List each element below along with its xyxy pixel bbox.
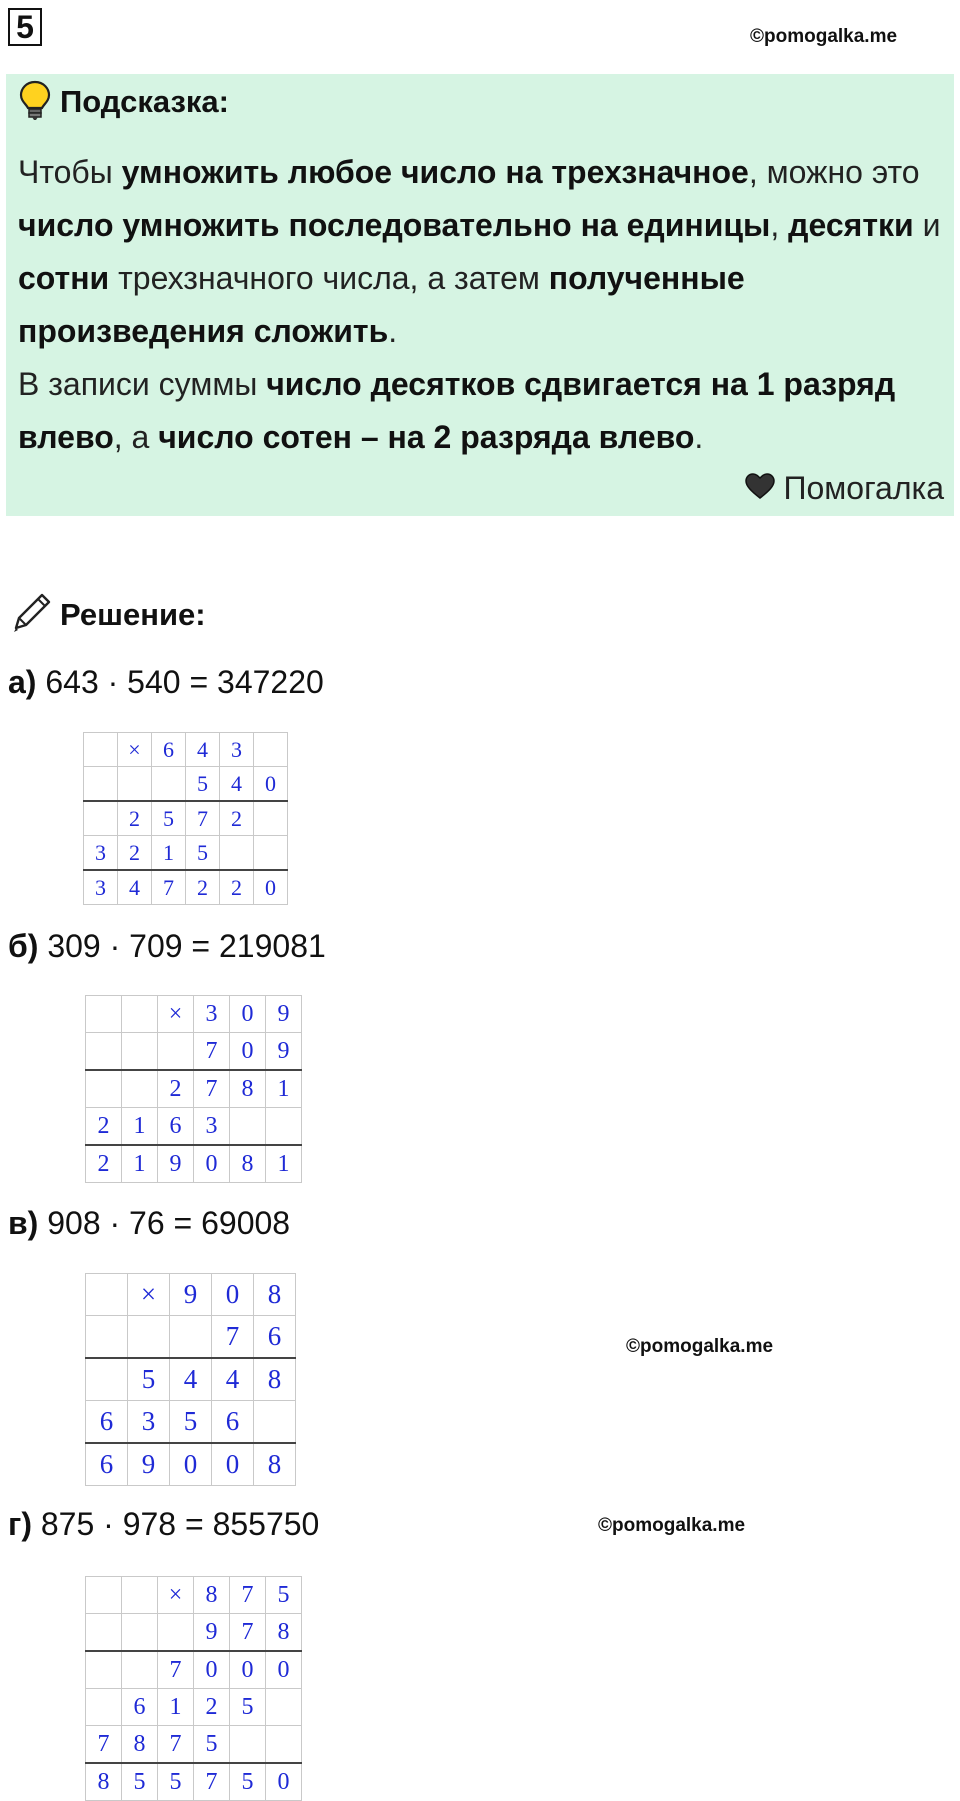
hint-title: Подсказка:	[60, 84, 229, 119]
grid-row	[84, 767, 288, 802]
hint-text-run: , можно это	[748, 154, 920, 190]
grid-row	[86, 996, 302, 1033]
grid-digit: 8	[194, 1577, 230, 1614]
grid-digit: 6	[152, 733, 186, 767]
grid-digit: 8	[254, 1443, 296, 1486]
grid-digit: 5	[186, 767, 220, 802]
hint-text-run: .	[694, 419, 704, 455]
hint-bold-run: умножить любое число на трехзначное	[121, 154, 749, 190]
grid-digit: 7	[212, 1316, 254, 1359]
equation-a	[8, 664, 324, 701]
grid-digit: 0	[212, 1274, 254, 1316]
brand-signature	[745, 470, 944, 507]
hint-paragraph-1	[18, 146, 948, 358]
grid-row	[86, 1577, 302, 1614]
grid-cell	[84, 733, 118, 767]
grid-digit: 5	[122, 1763, 158, 1801]
grid-row	[86, 1401, 296, 1444]
grid-digit: 7	[230, 1614, 266, 1652]
grid-cell	[230, 1108, 266, 1146]
grid-digit: 7	[86, 1726, 122, 1764]
times-sign: ×	[158, 1577, 194, 1614]
multiplication-grid-c	[85, 1273, 296, 1486]
grid-digit: 2	[220, 870, 254, 905]
grid-digit: 3	[220, 733, 254, 767]
times-sign: ×	[118, 733, 152, 767]
grid-digit: 5	[170, 1401, 212, 1444]
hint-bold-run: число сотен – на 2 разряда влево	[158, 419, 695, 455]
hint-text-run: Чтобы	[18, 154, 122, 190]
hint-header	[18, 80, 229, 124]
grid-row	[86, 1689, 302, 1726]
grid-digit: 5	[152, 801, 186, 836]
item-expression: 309 · 709 = 219081	[47, 928, 326, 964]
watermark: ©pomogalka.me	[626, 1336, 774, 1357]
grid-digit: 4	[220, 767, 254, 802]
task-number: 5	[8, 8, 42, 46]
grid-digit: 0	[230, 996, 266, 1033]
grid-row	[86, 1033, 302, 1071]
grid-digit: 1	[266, 1145, 302, 1183]
grid-digit: 8	[122, 1726, 158, 1764]
grid-digit: 0	[266, 1651, 302, 1689]
equation-c	[8, 1205, 290, 1242]
grid-cell	[266, 1108, 302, 1146]
hint-text-run: и	[913, 207, 941, 243]
grid-digit: 9	[170, 1274, 212, 1316]
grid-row	[86, 1763, 302, 1801]
hint-text-run: , а	[113, 419, 159, 455]
grid-cell	[86, 1577, 122, 1614]
grid-row	[84, 836, 288, 871]
grid-row	[86, 1443, 296, 1486]
grid-digit: 0	[230, 1033, 266, 1071]
item-expression: 908 · 76 = 69008	[47, 1205, 291, 1241]
equation-b	[8, 928, 326, 965]
grid-digit: 6	[158, 1108, 194, 1146]
grid-digit: 4	[186, 733, 220, 767]
grid-digit: 0	[254, 767, 288, 802]
grid-digit: 0	[170, 1443, 212, 1486]
grid-cell	[230, 1726, 266, 1764]
grid-digit: 6	[86, 1401, 128, 1444]
grid-digit: 0	[194, 1145, 230, 1183]
grid-row	[86, 1108, 302, 1146]
grid-digit: 9	[266, 996, 302, 1033]
item-expression: 875 · 978 = 855750	[40, 1506, 320, 1542]
hint-bold-run: полученные произведения сложить	[18, 260, 745, 349]
grid-digit: 6	[86, 1443, 128, 1486]
grid-cell	[170, 1316, 212, 1359]
grid-digit: 7	[230, 1577, 266, 1614]
grid-cell	[86, 1274, 128, 1316]
grid-digit: 4	[118, 870, 152, 905]
solution-header	[10, 590, 206, 639]
times-sign: ×	[158, 996, 194, 1033]
grid-cell	[86, 996, 122, 1033]
grid-digit: 2	[86, 1108, 122, 1146]
grid-cell	[84, 767, 118, 802]
grid-digit: 0	[194, 1651, 230, 1689]
grid-row	[84, 870, 288, 905]
grid-digit: 2	[158, 1070, 194, 1108]
grid-row	[86, 1614, 302, 1652]
grid-digit: 3	[194, 1108, 230, 1146]
grid-digit: 6	[254, 1316, 296, 1359]
grid-cell	[158, 1033, 194, 1071]
grid-digit: 2	[194, 1689, 230, 1726]
brand-name: Помогалка	[783, 470, 944, 506]
hint-text-run: ,	[770, 207, 789, 243]
grid-digit: 6	[212, 1401, 254, 1444]
grid-row	[84, 733, 288, 767]
pencil-icon	[10, 590, 54, 639]
grid-row	[86, 1726, 302, 1764]
grid-digit: 5	[230, 1689, 266, 1726]
grid-digit: 1	[122, 1145, 158, 1183]
grid-digit: 9	[158, 1145, 194, 1183]
grid-cell	[86, 1316, 128, 1359]
grid-cell	[128, 1316, 170, 1359]
grid-digit: 9	[194, 1614, 230, 1652]
grid-cell	[158, 1614, 194, 1652]
grid-cell	[122, 1033, 158, 1071]
watermark: ©pomogalka.me	[598, 1515, 746, 1536]
grid-digit: 8	[266, 1614, 302, 1652]
grid-digit: 0	[254, 870, 288, 905]
grid-digit: 5	[128, 1358, 170, 1401]
grid-cell	[122, 1577, 158, 1614]
grid-cell	[254, 801, 288, 836]
item-letter: б)	[8, 928, 39, 964]
grid-digit: 3	[128, 1401, 170, 1444]
lightbulb-icon	[18, 79, 52, 126]
grid-cell	[254, 733, 288, 767]
item-letter: в)	[8, 1205, 39, 1241]
grid-digit: 0	[266, 1763, 302, 1801]
grid-digit: 1	[158, 1689, 194, 1726]
grid-cell	[86, 1614, 122, 1652]
grid-digit: 6	[122, 1689, 158, 1726]
grid-cell	[86, 1033, 122, 1071]
grid-cell	[84, 801, 118, 836]
grid-row	[86, 1651, 302, 1689]
grid-digit: 8	[254, 1358, 296, 1401]
grid-cell	[122, 996, 158, 1033]
grid-cell	[266, 1726, 302, 1764]
hint-paragraph-2	[18, 358, 948, 464]
equation-d	[8, 1506, 319, 1543]
grid-row	[86, 1070, 302, 1108]
heart-icon	[745, 470, 775, 507]
multiplication-grid-a	[83, 732, 288, 905]
grid-row	[86, 1274, 296, 1316]
grid-digit: 1	[266, 1070, 302, 1108]
grid-digit: 7	[194, 1070, 230, 1108]
grid-digit: 5	[230, 1763, 266, 1801]
grid-digit: 4	[212, 1358, 254, 1401]
hint-text-run: .	[388, 313, 398, 349]
grid-digit: 7	[194, 1033, 230, 1071]
grid-digit: 4	[170, 1358, 212, 1401]
hint-bold-run: число умножить последовательно на единицы	[18, 207, 771, 243]
grid-cell	[220, 836, 254, 871]
grid-cell	[86, 1358, 128, 1401]
hint-bold-run: число десятков сдвигается на 1 разряд влево	[18, 366, 896, 455]
grid-digit: 9	[128, 1443, 170, 1486]
hint-text	[18, 146, 948, 464]
times-sign: ×	[128, 1274, 170, 1316]
grid-row	[84, 801, 288, 836]
grid-digit: 8	[230, 1070, 266, 1108]
hint-text-run: трехзначного числа, а затем	[109, 260, 549, 296]
hint-text-run: В записи суммы	[18, 366, 267, 402]
grid-cell	[266, 1689, 302, 1726]
grid-digit: 3	[84, 870, 118, 905]
grid-digit: 7	[194, 1763, 230, 1801]
grid-digit: 1	[122, 1108, 158, 1146]
grid-cell	[152, 767, 186, 802]
grid-digit: 7	[152, 870, 186, 905]
grid-cell	[86, 1689, 122, 1726]
item-expression: 643 · 540 = 347220	[45, 664, 324, 700]
grid-digit: 5	[186, 836, 220, 871]
grid-digit: 0	[230, 1651, 266, 1689]
grid-cell	[118, 767, 152, 802]
grid-digit: 7	[158, 1651, 194, 1689]
item-letter: г)	[8, 1506, 32, 1542]
grid-digit: 7	[186, 801, 220, 836]
grid-cell	[254, 1401, 296, 1444]
solution-title: Решение:	[60, 596, 206, 632]
hint-bold-run: десятки	[788, 207, 914, 243]
watermark: ©pomogalka.me	[750, 26, 898, 47]
grid-cell	[122, 1070, 158, 1108]
grid-digit: 7	[158, 1726, 194, 1764]
grid-digit: 0	[212, 1443, 254, 1486]
grid-digit: 8	[230, 1145, 266, 1183]
grid-digit: 5	[194, 1726, 230, 1764]
grid-digit: 2	[86, 1145, 122, 1183]
grid-digit: 3	[84, 836, 118, 871]
item-letter: а)	[8, 664, 37, 700]
grid-digit: 2	[118, 836, 152, 871]
grid-cell	[122, 1651, 158, 1689]
multiplication-grid-d	[85, 1576, 302, 1801]
grid-cell	[122, 1614, 158, 1652]
grid-digit: 9	[266, 1033, 302, 1071]
grid-row	[86, 1316, 296, 1359]
hint-bold-run: сотни	[18, 260, 110, 296]
grid-cell	[254, 836, 288, 871]
grid-digit: 2	[186, 870, 220, 905]
grid-digit: 5	[158, 1763, 194, 1801]
grid-digit: 8	[86, 1763, 122, 1801]
grid-digit: 5	[266, 1577, 302, 1614]
grid-digit: 2	[220, 801, 254, 836]
grid-digit: 2	[118, 801, 152, 836]
grid-digit: 1	[152, 836, 186, 871]
grid-cell	[86, 1070, 122, 1108]
grid-row	[86, 1358, 296, 1401]
grid-digit: 3	[194, 996, 230, 1033]
grid-row	[86, 1145, 302, 1183]
grid-cell	[86, 1651, 122, 1689]
multiplication-grid-b	[85, 995, 302, 1183]
grid-digit: 8	[254, 1274, 296, 1316]
